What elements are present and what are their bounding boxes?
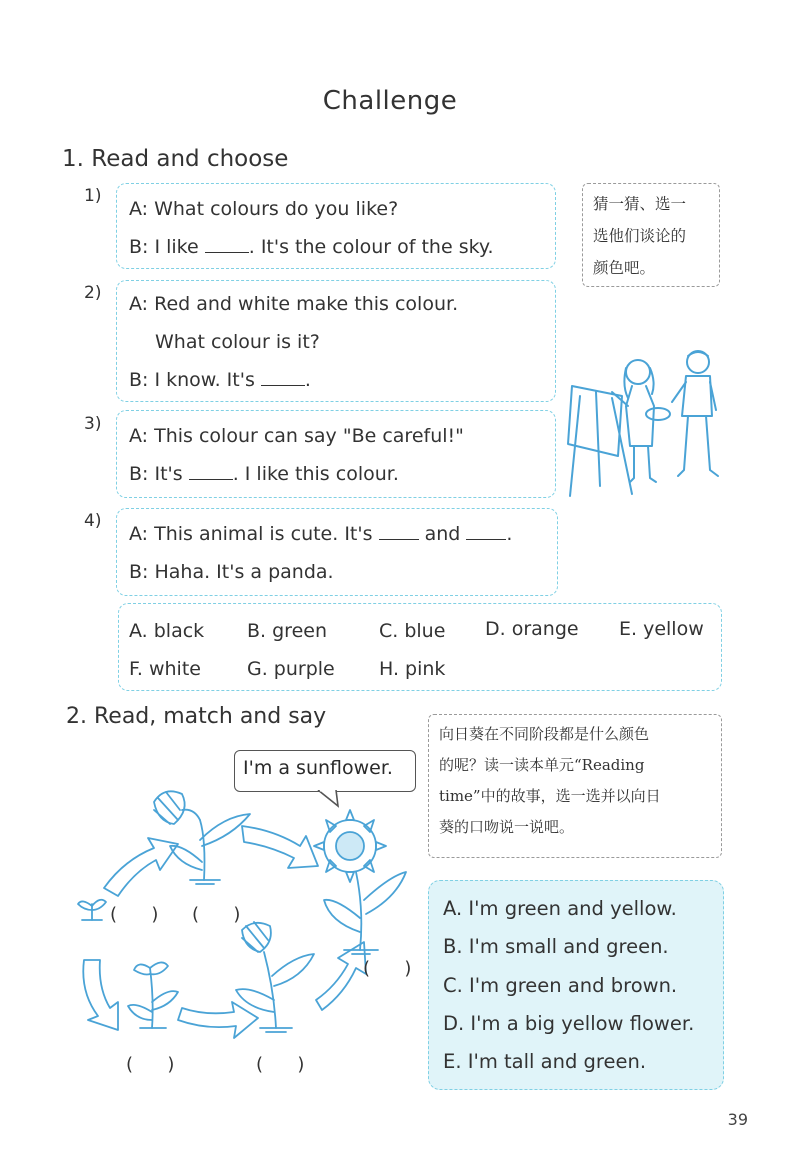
section2-hint-note bbox=[428, 714, 722, 858]
choice-h: H. pink bbox=[379, 658, 446, 680]
hint-line: 的呢？读一读本单元“Reading bbox=[439, 756, 645, 774]
page-title: Challenge bbox=[322, 86, 458, 116]
answer-b: B. I'm small and green. bbox=[443, 935, 669, 958]
hint-line: 颜色吧。 bbox=[593, 259, 656, 277]
answer-blank[interactable] bbox=[261, 384, 305, 386]
sunflower-cycle-illustration bbox=[74, 780, 419, 1070]
item4-number: 4) bbox=[84, 511, 102, 531]
choices-box bbox=[118, 603, 722, 691]
item2-line-b: B: I know. It's . bbox=[129, 369, 311, 391]
match-blank-tall-plant[interactable]: ( ) bbox=[126, 1054, 175, 1075]
item4-line-a: A: This animal is cute. It's and . bbox=[129, 523, 513, 545]
choice-b: B. green bbox=[247, 620, 327, 642]
answer-e: E. I'm tall and green. bbox=[443, 1050, 647, 1073]
answer-blank[interactable] bbox=[466, 538, 506, 540]
item4-dialogue-box bbox=[116, 508, 558, 596]
choice-f: F. white bbox=[129, 658, 201, 680]
item1-number: 1) bbox=[84, 186, 102, 206]
answer-blank[interactable] bbox=[379, 538, 419, 540]
section1-hint-note bbox=[582, 183, 720, 287]
item1-line-a: A: What colours do you like? bbox=[129, 198, 399, 220]
hint-line: time”中的故事，选一选并以向日 bbox=[439, 787, 661, 805]
answer-d: D. I'm a big yellow flower. bbox=[443, 1012, 695, 1035]
hint-line: 葵的口吻说一说吧。 bbox=[439, 818, 575, 836]
choice-d: D. orange bbox=[485, 618, 579, 640]
item3-dialogue-box bbox=[116, 410, 556, 498]
section2-heading: 2. Read, match and say bbox=[66, 704, 327, 729]
match-blank-seedling[interactable]: ( ) bbox=[192, 904, 241, 925]
item3-number: 3) bbox=[84, 414, 102, 434]
item1-dialogue-box bbox=[116, 183, 556, 269]
match-blank-sunflower[interactable]: ( ) bbox=[363, 958, 412, 979]
answer-blank[interactable] bbox=[205, 251, 249, 253]
hint-line: 猜一猜、选一 bbox=[593, 195, 687, 213]
item2-dialogue-box bbox=[116, 280, 556, 402]
choice-e: E. yellow bbox=[619, 618, 704, 640]
section1-heading: 1. Read and choose bbox=[62, 146, 289, 172]
answer-a: A. I'm green and yellow. bbox=[443, 897, 677, 920]
match-blank-sprout[interactable]: ( ) bbox=[110, 904, 159, 925]
item1-line-b: B: I like . It's the colour of the sky. bbox=[129, 236, 494, 258]
choice-c: C. blue bbox=[379, 620, 446, 642]
choice-a: A. black bbox=[129, 620, 205, 642]
answer-c: C. I'm green and brown. bbox=[443, 974, 678, 997]
page-number: 39 bbox=[727, 1110, 748, 1129]
item4-line-b: B: Haha. It's a panda. bbox=[129, 561, 334, 583]
hint-line: 向日葵在不同阶段都是什么颜色 bbox=[439, 725, 650, 743]
speech-bubble: I'm a sunflower. bbox=[234, 750, 416, 792]
item2-line-a: A: Red and white make this colour. bbox=[129, 293, 459, 315]
choice-g: G. purple bbox=[247, 658, 335, 680]
answer-blank[interactable] bbox=[189, 478, 233, 480]
item2-line-a2: What colour is it? bbox=[155, 331, 320, 353]
match-blank-budding[interactable]: ( ) bbox=[256, 1054, 305, 1075]
item2-number: 2) bbox=[84, 283, 102, 303]
item3-line-b: B: It's . I like this colour. bbox=[129, 463, 399, 485]
item3-line-a: A: This colour can say "Be careful!" bbox=[129, 425, 464, 447]
hint-line: 选他们谈论的 bbox=[593, 227, 687, 245]
answers-box bbox=[428, 880, 724, 1090]
kids-painting-illustration bbox=[566, 346, 736, 501]
